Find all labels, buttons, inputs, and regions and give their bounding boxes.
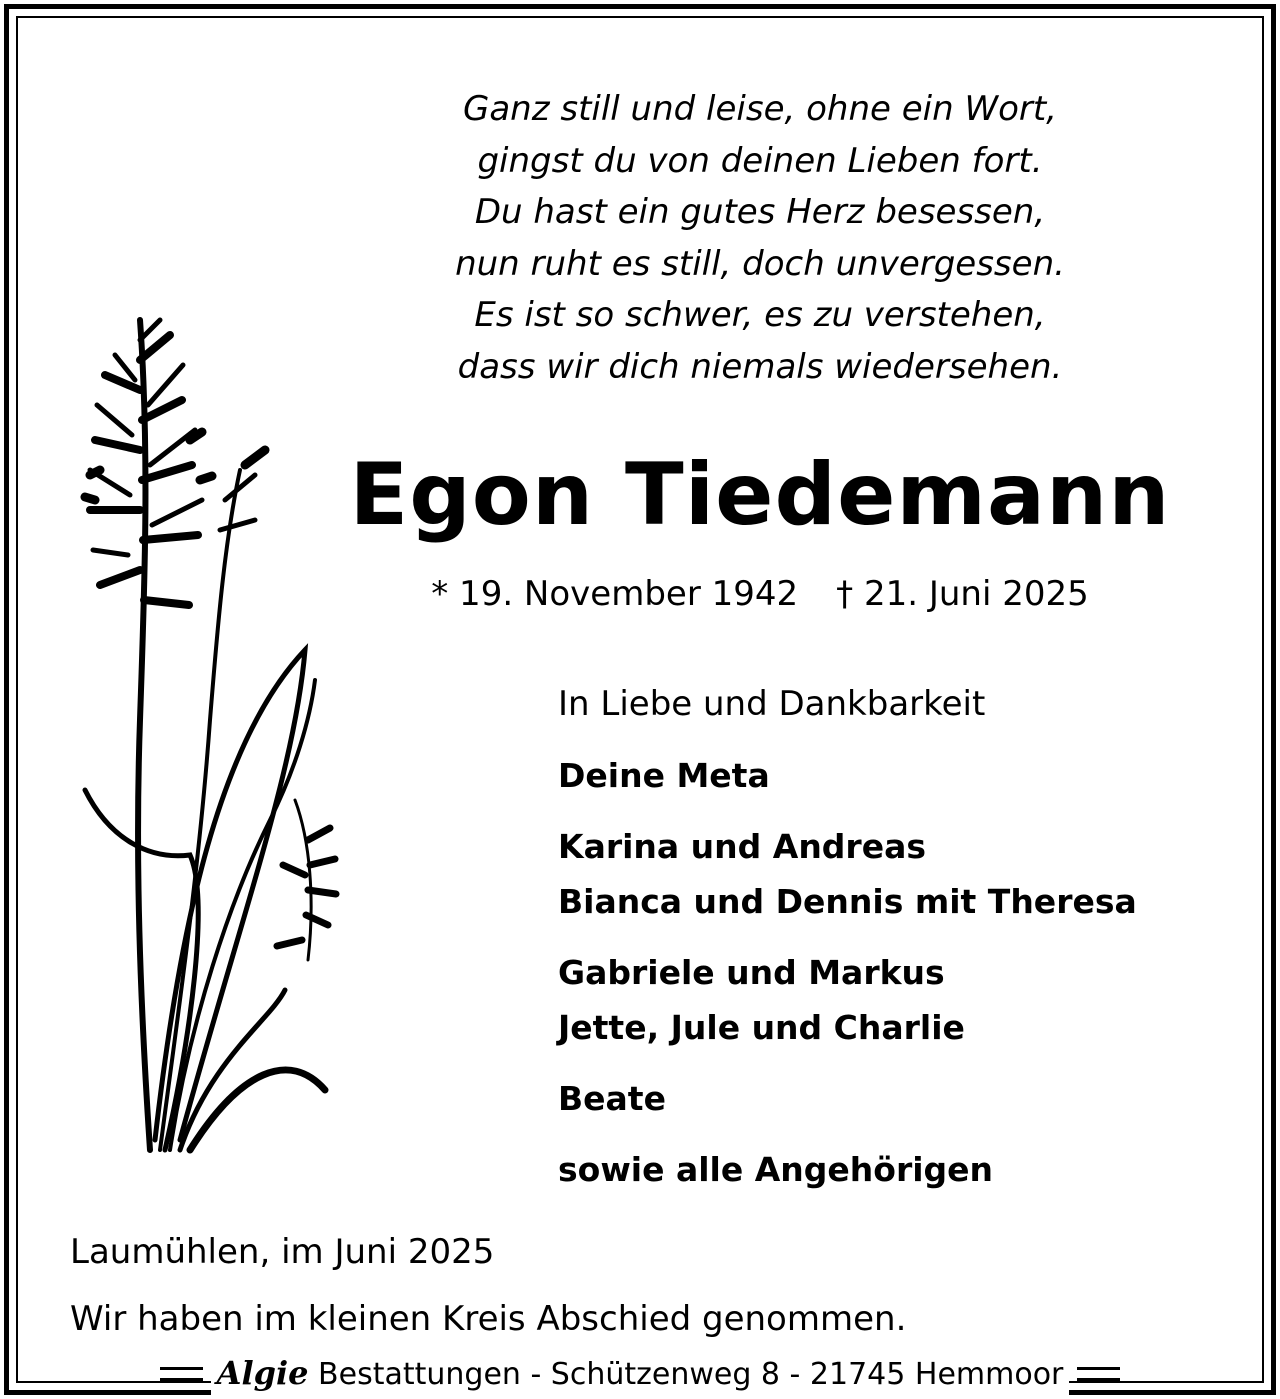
poem-line: Es ist so schwer, es zu verstehen, <box>474 295 1046 335</box>
funeral-home-footer <box>0 1352 1280 1396</box>
footer-rule-left <box>160 1367 203 1381</box>
footer-text <box>211 1353 1070 1395</box>
mourner-group <box>558 748 1137 803</box>
farewell-note: Wir haben im kleinen Kreis Abschied genommen. <box>70 1299 907 1339</box>
death-date: † 21. Juni 2025 <box>836 574 1089 614</box>
funeral-home-logo: Algie <box>216 1354 309 1392</box>
memorial-poem <box>400 84 1120 393</box>
poem-line: nun ruht es still, doch unvergessen. <box>455 243 1065 284</box>
mourner-group <box>558 945 1137 1055</box>
mourner-name: Gabriele und Markus <box>558 953 945 992</box>
mourner-name: Deine Meta <box>558 756 770 795</box>
poem-line: dass wir dich niemals wiedersehen. <box>457 346 1063 387</box>
poem-line: gingst du von deinen Lieben fort. <box>477 140 1043 181</box>
mourner-name: Beate <box>558 1079 666 1118</box>
place-and-date: Laumühlen, im Juni 2025 <box>70 1232 495 1272</box>
birth-date: * 19. November 1942 <box>431 574 799 614</box>
grass-plant-icon <box>40 300 370 1160</box>
life-dates <box>400 570 1120 618</box>
mourner-name: Jette, Jule und Charlie <box>558 1008 965 1047</box>
mourner-name: Bianca und Dennis mit Theresa <box>558 882 1137 921</box>
footer-rule-right <box>1077 1367 1120 1381</box>
poem-line: Ganz still und leise, ohne ein Wort, <box>462 89 1057 129</box>
mourners-intro: In Liebe und Dankbarkeit <box>558 684 986 724</box>
funeral-home-address: Bestattungen - Schützenweg 8 - 21745 Hemmoor <box>318 1357 1064 1392</box>
mourner-group <box>558 1142 1137 1197</box>
mourner-name: sowie alle Angehörigen <box>558 1150 994 1189</box>
deceased-name: Egon Tiedemann <box>349 445 1171 545</box>
mourner-group <box>558 1071 1137 1126</box>
mourner-name: Karina und Andreas <box>558 827 926 866</box>
mourners-list <box>558 680 1137 1213</box>
poem-line: Du hast ein gutes Herz besessen, <box>474 192 1046 232</box>
mourner-group <box>558 819 1137 929</box>
